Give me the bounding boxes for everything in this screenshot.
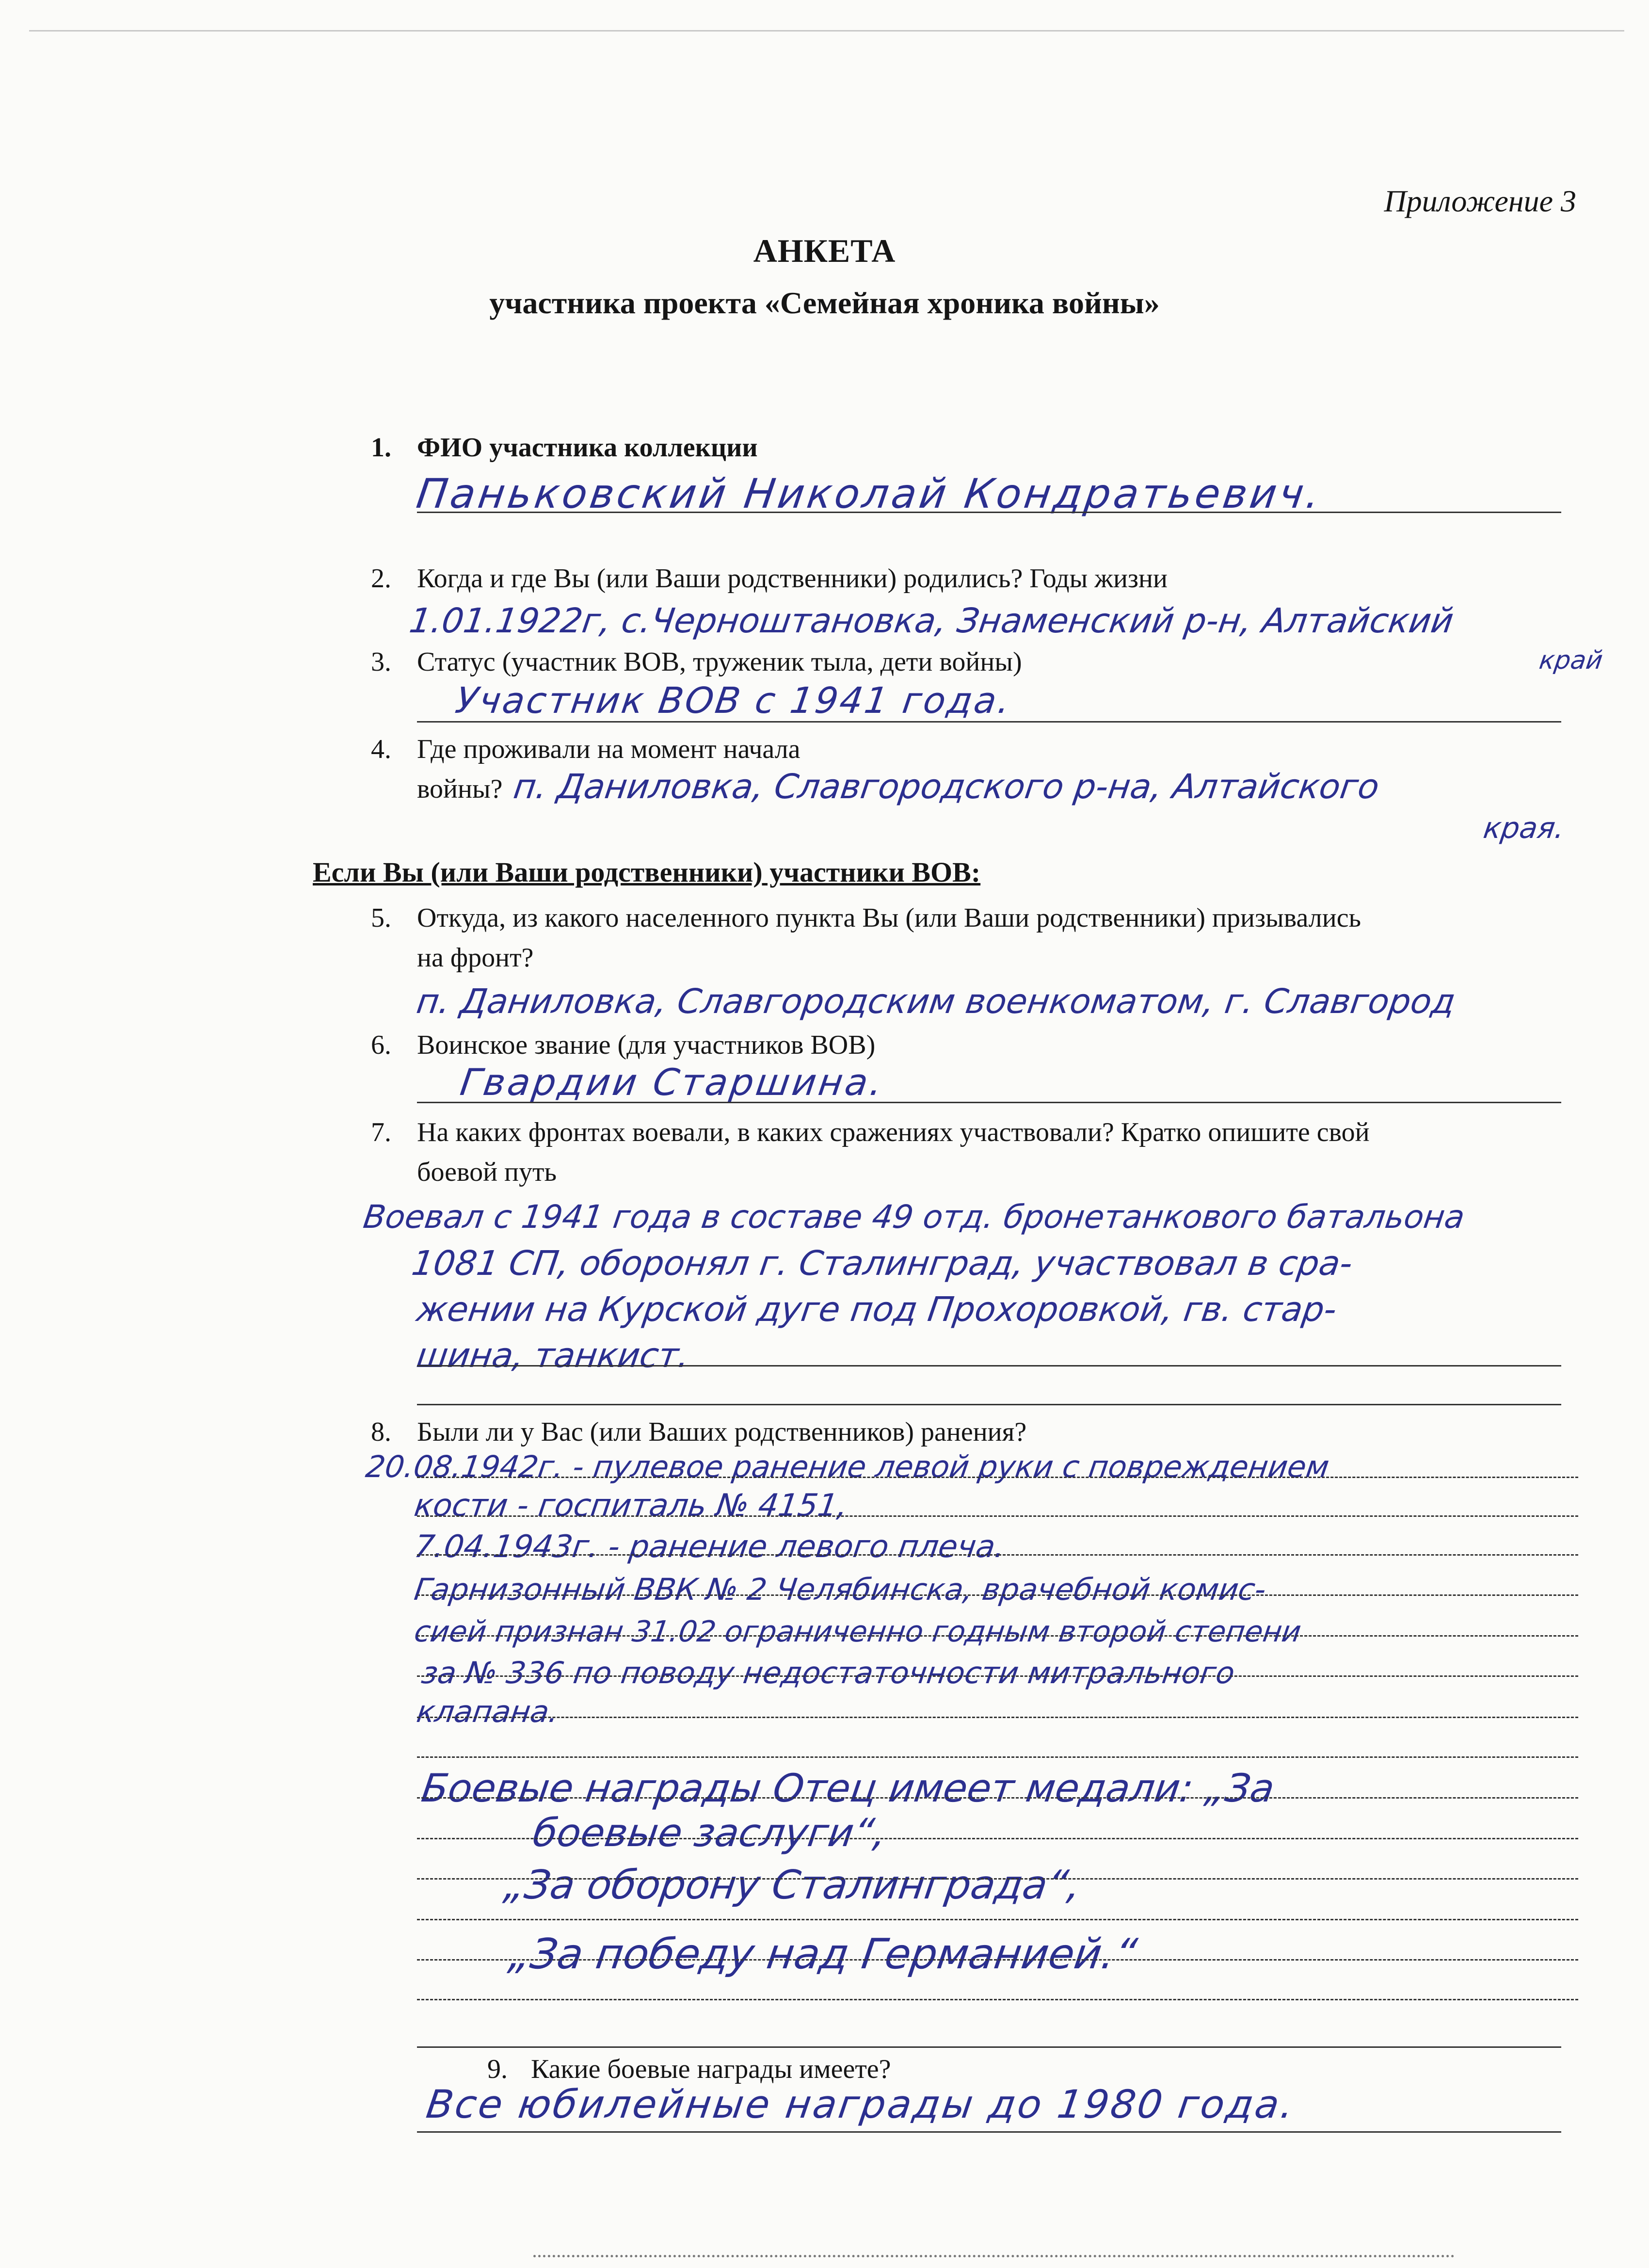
q8-ruling-12 [417,1919,1578,1920]
answer-7-line-1: Воевал с 1941 года в составе 49 отд. бронетанкового батальона [361,1198,1467,1236]
answer-7-line-2: 1081 СП, оборонял г. Сталинград, участвовал в сра- [409,1243,1355,1283]
answer-8-line-9: боевые заслуги“, [530,1810,889,1855]
question-1 [371,431,758,465]
question-1-label: ФИО участника коллекции [417,433,758,463]
q8-ruling-1 [417,1477,1578,1478]
question-7-label-line1: На каких фронтах воевали, в каких сражениях участвовали? Кратко опишите свой [417,1117,1370,1147]
question-9-number: 9. [487,2054,508,2084]
question-1-number: 1. [371,433,391,463]
answer-3: Участник ВОВ с 1941 года. [452,680,1015,722]
q8-ruling-9 [417,1797,1578,1799]
question-3-number: 3. [371,647,391,677]
q8-ruling-14 [417,1999,1578,2000]
q8-ruling-10 [417,1838,1578,1839]
bottom-scan-edge [533,2255,1455,2257]
q8-ruling-3 [417,1554,1578,1556]
q8-ruling-2 [417,1515,1578,1517]
question-7-label-line2: боевой путь [417,1157,557,1187]
q8-ruling-13 [417,1959,1578,1961]
q8-ruling-5 [417,1635,1578,1637]
appendix-label: Приложение 3 [1384,184,1576,218]
question-4 [371,732,800,766]
answer-9: Все юбилейные награды до 1980 года. [423,2082,1298,2127]
answer-1: Паньковский Николай Кондратьевич. [414,470,1326,517]
q8-ruling-11 [417,1878,1578,1880]
question-7-line2 [417,1155,557,1189]
question-5-label-line2: на фронт? [417,943,534,973]
answer-8-line-1: 20.08.1942г. - пулевое ранение левой руки с повреждением [363,1449,1331,1484]
question-2-label: Когда и где Вы (или Ваши родственники) родились? Годы жизни [417,563,1168,594]
question-9 [487,2052,891,2086]
answer-8-line-2: кости - госпиталь № 4151, [412,1488,850,1524]
question-5-label-line1: Откуда, из какого населенного пункта Вы (или Ваши родственники) призывались [417,903,1361,933]
answer-8-line-6: за № 336 по поводу недостаточности митрального [419,1655,1237,1690]
form-title: АНКЕТА [753,232,896,269]
question-6-label: Воинское звание (для участников ВОВ) [417,1030,876,1060]
answer-8-line-7: клапана. [414,1694,561,1729]
question-5 [371,901,1361,935]
answer-8-line-5: сией признан 31.02 ограниченно годным второй степени [412,1615,1303,1649]
answer-6: Гвардии Старшина. [457,1061,888,1104]
question-6 [371,1028,876,1062]
answer-2-continued: край [1537,646,1605,675]
answer-7-line-b [417,1404,1561,1405]
question-3-label: Статус (участник ВОВ, труженик тыла, дети войны) [417,647,1022,677]
form-subtitle: участника проекта «Семейная хроника войны» [489,286,1160,320]
answer-4-continued: края. [1481,811,1567,845]
q8-ruling-4 [417,1594,1578,1596]
answer-8-line-11: „За победу над Германией.“ [505,1930,1140,1978]
answer-3-line [417,721,1561,723]
answer-7-line-a [417,1365,1561,1367]
question-9-label: Какие боевые награды имеете? [531,2054,891,2084]
question-7 [371,1115,1370,1149]
question-4-label-line1: Где проживали на момент начала [417,734,800,764]
question-5-line2 [417,941,533,975]
question-8 [371,1415,1027,1449]
top-border-line [29,30,1624,32]
answer-4: п. Даниловка, Славгородского р-на, Алтайского [511,767,1382,806]
question-4-number: 4. [371,734,391,764]
answer-8-line-8: Боевые награды Отец имеет медали: „За [418,1766,1278,1811]
answer-9-line [417,2131,1561,2133]
q8-ruling-6 [417,1675,1578,1677]
answer-6-line [417,1102,1561,1103]
answer-7-line-4: шина, танкист. [414,1335,692,1375]
answer-1-line [417,512,1561,513]
question-4-label-line2: войны? [417,774,503,804]
answer-5: п. Даниловка, Славгородским военкоматом, г. Славгород [414,981,1458,1021]
q8-ruling-7 [417,1717,1578,1718]
question-5-number: 5. [371,903,391,933]
question-2 [371,562,1168,595]
section-header-wwii: Если Вы (или Ваши родственники) участники ВОВ: [313,856,981,888]
answer-8-line-10: „За оборону Сталинграда“, [501,1862,1084,1908]
question-8-number: 8. [371,1417,391,1447]
question-8-label: Были ли у Вас (или Ваших родственников) ранения? [417,1417,1027,1447]
answer-2: 1.01.1922г, с.Черноштановка, Знаменский р-н, Алтайский [407,601,1457,641]
answer-8-line-3: 7.04.1943г. - ранение левого плеча. [412,1529,1008,1565]
answer-7-line-3: жении на Курской дуге под Прохоровкой, гв. стар- [414,1289,1340,1329]
question-6-number: 6. [371,1030,391,1060]
question-7-number: 7. [371,1117,391,1147]
question-4-line2 [417,772,502,806]
question-2-number: 2. [371,563,391,594]
q8-ruling-8 [417,1756,1578,1758]
q8-bottom-line [417,2046,1561,2048]
question-3 [371,645,1022,679]
answer-8-line-4: Гарнизонный ВВК № 2 Челябинска, врачебной комис- [412,1572,1268,1607]
